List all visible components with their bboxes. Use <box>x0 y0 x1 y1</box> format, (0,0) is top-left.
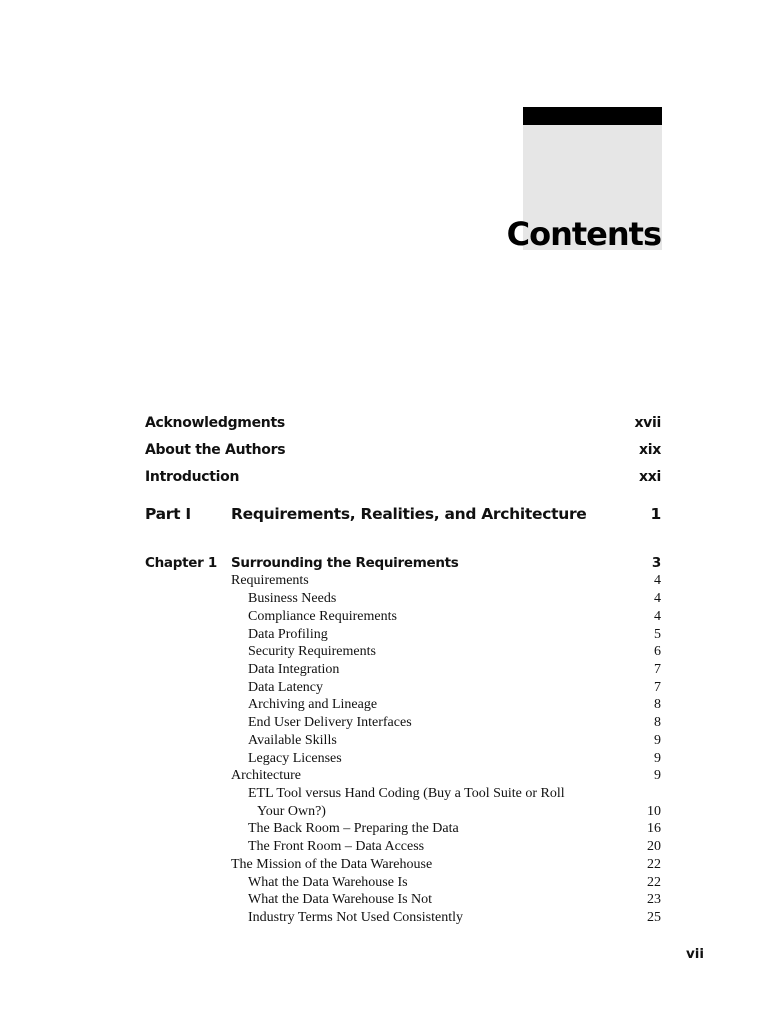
toc-page-number: 22 <box>647 857 661 872</box>
toc-label: Compliance Requirements <box>248 609 397 624</box>
chapter-title: Surrounding the Requirements <box>231 555 459 571</box>
toc-page-number: 1 <box>650 505 661 523</box>
toc-label: Your Own?) <box>257 804 326 819</box>
toc-page-number: 6 <box>654 644 661 659</box>
toc-page-number: 9 <box>654 768 661 783</box>
toc-page-number: xix <box>639 442 661 458</box>
toc-label: ETL Tool versus Hand Coding (Buy a Tool Suite or Roll <box>248 786 565 801</box>
chapter-number: Chapter 1 <box>145 555 217 571</box>
toc-page-number: xxi <box>639 469 661 485</box>
toc-label: Industry Terms Not Used Consistently <box>248 910 463 925</box>
part-title: Requirements, Realities, and Architecture <box>231 505 587 523</box>
toc-label: Available Skills <box>248 733 337 748</box>
toc-page-number: 4 <box>654 573 661 588</box>
page-title: Contents <box>506 215 661 253</box>
toc-page-number: 7 <box>654 680 661 695</box>
toc-page-number: 3 <box>651 555 661 571</box>
toc-page-number: 16 <box>647 821 661 836</box>
toc-page-number: 7 <box>654 662 661 677</box>
toc-label: Requirements <box>231 573 309 588</box>
toc-label: Legacy Licenses <box>248 751 342 766</box>
toc-label: The Mission of the Data Warehouse <box>231 857 433 872</box>
toc-label: Business Needs <box>248 591 337 606</box>
toc-label: Acknowledgments <box>145 415 285 431</box>
toc-label: The Front Room – Data Access <box>248 839 425 854</box>
toc-label: What the Data Warehouse Is Not <box>248 892 433 907</box>
toc-page-number: 8 <box>654 697 661 712</box>
toc-page-number: 20 <box>647 839 661 854</box>
part-number: Part I <box>145 505 191 523</box>
toc-label: About the Authors <box>145 442 286 458</box>
toc-page-number: 25 <box>647 910 661 925</box>
toc-label: Data Integration <box>248 662 340 677</box>
page-folio: vii <box>685 946 704 962</box>
toc-page-number: 9 <box>654 733 661 748</box>
toc-label: Architecture <box>231 768 301 783</box>
toc-label: Introduction <box>145 469 240 485</box>
toc-label: What the Data Warehouse Is <box>248 875 408 890</box>
toc-label: End User Delivery Interfaces <box>248 715 412 730</box>
toc-label: Security Requirements <box>248 644 376 659</box>
toc-label: Data Profiling <box>248 627 328 642</box>
toc-label: Archiving and Lineage <box>248 697 378 712</box>
toc-page-number: 22 <box>647 875 661 890</box>
toc-page-number: 9 <box>654 751 661 766</box>
toc-page-number: xvii <box>634 415 661 431</box>
toc-page-number: 8 <box>654 715 661 730</box>
toc-page-number: 10 <box>647 804 661 819</box>
header-bar <box>523 107 662 125</box>
toc-label: Data Latency <box>248 680 324 695</box>
toc-page-number: 4 <box>654 609 661 624</box>
toc-label: The Back Room – Preparing the Data <box>248 821 459 836</box>
toc-page-number: 4 <box>654 591 661 606</box>
toc-page-number: 23 <box>647 892 661 907</box>
toc-page-number: 5 <box>654 627 661 642</box>
